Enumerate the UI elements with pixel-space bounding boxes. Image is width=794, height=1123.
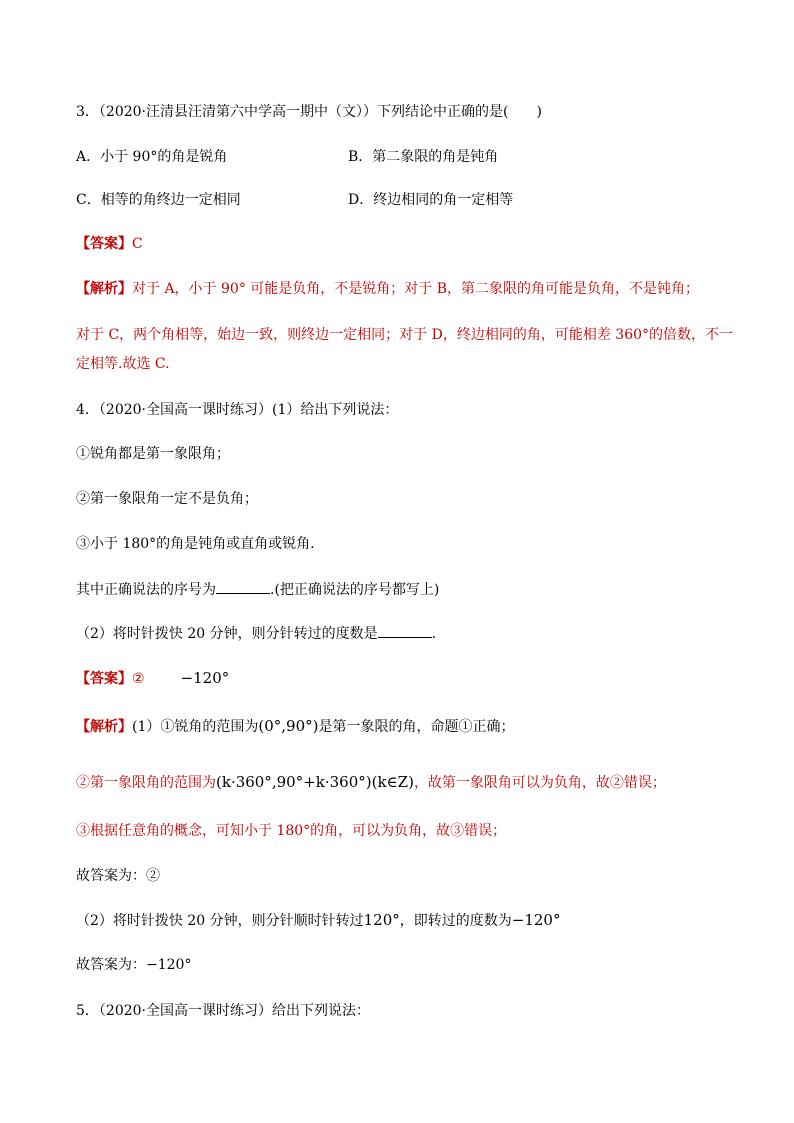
question-4-stem: 4．（2020·全国高一课时练习）(1）给出下列说法： — [76, 402, 399, 418]
option-b: B．第二象限的角是钝角 — [348, 149, 499, 165]
answer-blank-1 — [216, 579, 270, 594]
option-a: A．小于 90°的角是锐角 — [76, 149, 228, 165]
math-degree: 120° — [363, 911, 400, 929]
question-3-analysis-line-3: 定相等.故选 C. — [76, 356, 170, 372]
ask-2-end: . — [431, 626, 437, 642]
answer-value: C — [132, 236, 143, 252]
answer-tag: 【答案】 — [76, 236, 132, 252]
question-3-analysis-line-1 — [76, 279, 699, 299]
math-degree-negative: −120° — [511, 911, 561, 929]
option-d: D．终边相同的角一定相等 — [348, 192, 514, 208]
question-3-stem: 3．（2020·汪清县汪清第六中学高一期中（文））下列结论中正确的是( ) — [76, 104, 542, 120]
answer-tag: 【答案】 — [76, 671, 132, 687]
math-interval: (0°,90°) — [258, 717, 319, 735]
math-range: (k·360°,90°+k·360°) — [216, 773, 372, 791]
analysis-text-mid: ，即转过的度数为 — [399, 913, 512, 929]
answer-value-2: −120° — [180, 669, 230, 687]
math-condition: (k∈Z) — [371, 773, 414, 791]
statement-3: ③小于 180°的角是钝角或直角或锐角. — [76, 536, 315, 552]
question-4-analysis-line-2 — [76, 772, 666, 793]
analysis-tag: 【解析】 — [76, 719, 132, 735]
question-4-answer — [76, 668, 229, 689]
ask-1-text: 其中正确说法的序号为 — [76, 582, 216, 598]
question-4-ask-1 — [76, 579, 439, 600]
question-4-analysis-line-4: 故答案为：② — [76, 868, 160, 884]
statement-1: ①锐角都是第一象限角； — [76, 446, 230, 462]
analysis-text-end: 是第一象限的角，命题①正确； — [318, 719, 515, 735]
analysis-text-end: ，故第一象限角可以为负角，故②错误； — [413, 775, 666, 791]
question-4-analysis-line-1 — [76, 716, 514, 737]
analysis-text: （2）将时针拨快 20 分钟，则分针顺时针转过 — [76, 913, 364, 929]
answer-value-1: ② — [132, 671, 145, 687]
answer-blank-2 — [378, 623, 432, 638]
question-4-analysis-line-5 — [76, 910, 560, 931]
question-5-stem: 5．（2020·全国高一课时练习）给出下列说法： — [76, 1003, 370, 1019]
question-4-ask-2 — [76, 623, 436, 644]
analysis-tag: 【解析】 — [76, 281, 132, 297]
question-3-options-row-1 — [76, 147, 227, 167]
ask-1-hint: .(把正确说法的序号都写上) — [270, 582, 440, 598]
question-3-analysis-line-2: 对于 C，两个角相等，始边一致，则终边一定相同；对于 D，终边相同的角，可能相差 360°的倍数，不一 — [76, 327, 734, 343]
question-4-analysis-line-6: 故答案为：−120° — [76, 957, 192, 973]
question-3-answer — [76, 234, 143, 254]
analysis-text: ②第一象限角的范围为 — [76, 775, 216, 791]
analysis-text: 对于 A，小于 90° 可能是负角，不是锐角；对于 B，第二象限的角可能是负角，不是钝角； — [132, 281, 700, 297]
analysis-text: (1）①锐角的范围为 — [132, 719, 259, 735]
question-4-analysis-line-3: ③根据任意角的概念，可知小于 180°的角，可以为负角，故③错误； — [76, 823, 507, 839]
ask-2-text: （2）将时针拨快 20 分钟，则分针转过的度数是 — [76, 626, 378, 642]
statement-2: ②第一象限角一定不是负角； — [76, 491, 258, 507]
option-c: C．相等的角终边一定相同 — [76, 192, 241, 208]
